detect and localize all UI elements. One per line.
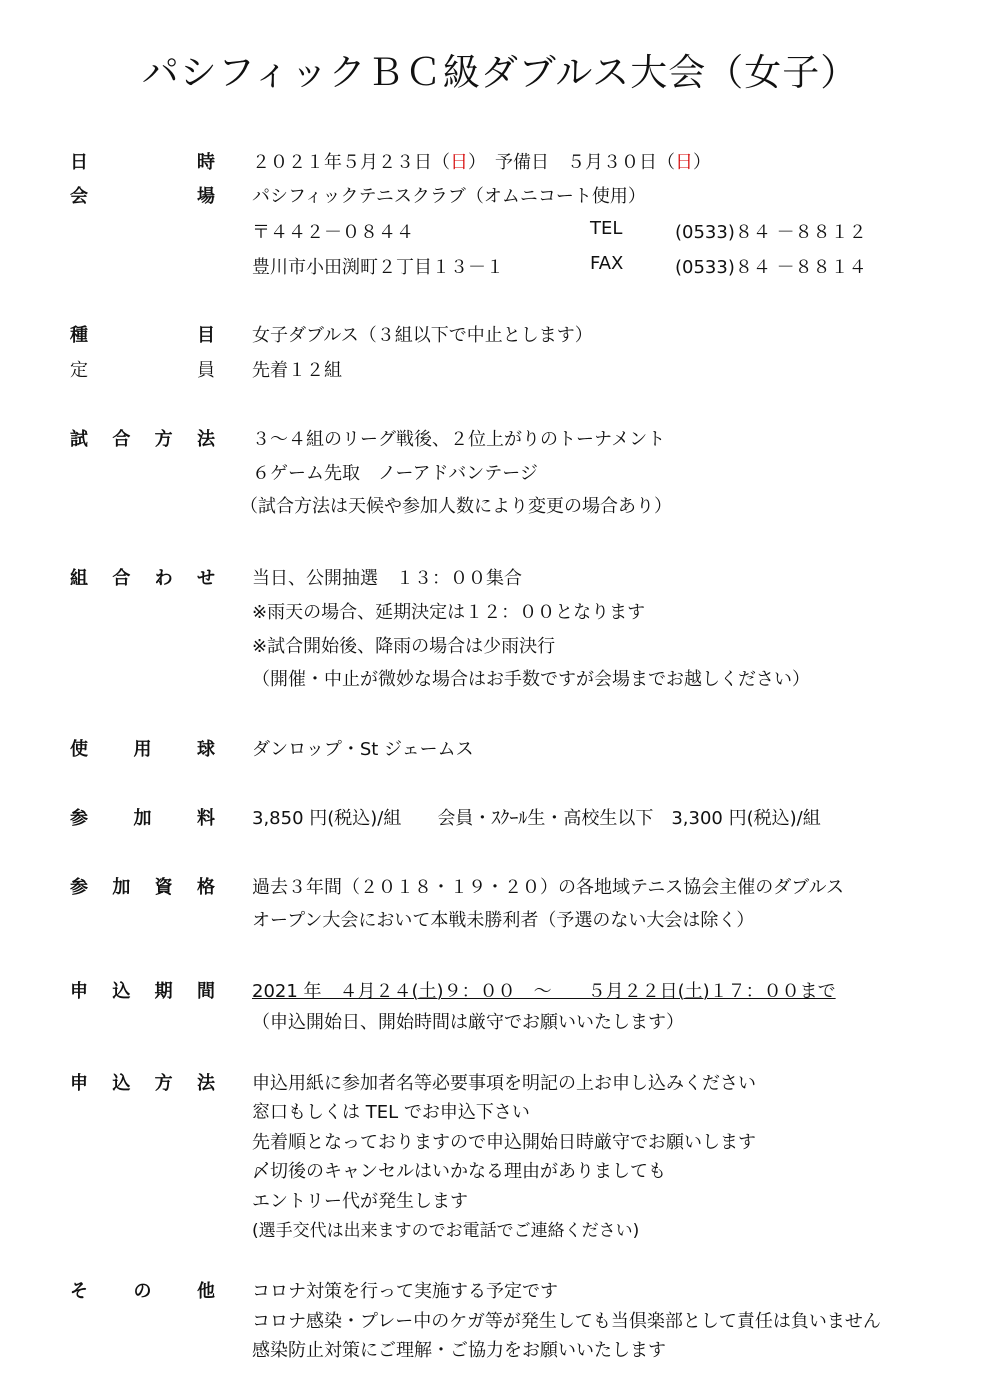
period-range: 2021 年 ４月２４(土)９：００ ～ ５月２２日(土)１７：００まで (252, 981, 836, 1002)
venue-zip: 〒４４２－０８４４ (252, 222, 414, 243)
label-char: 合 (112, 568, 131, 589)
label-char: わ (154, 568, 173, 589)
label-char: 期 (154, 981, 173, 1002)
venue-address: 豊川市小田渕町２丁目１３－１ (252, 257, 504, 278)
label-char: 種 (70, 325, 88, 346)
method-note: (選手交代は出来ますのでお電話でご連絡ください) (252, 1221, 640, 1241)
period-note: （申込開始日、開始時間は厳守でお願いいたします） (252, 1012, 684, 1033)
label-datetime (70, 148, 215, 174)
format-line: ６ゲーム先取 ノーアドバンテージ (252, 463, 538, 484)
label-char: 日 (70, 152, 88, 173)
label-char: 間 (196, 981, 215, 1002)
method-line: 申込用紙に参加者名等必要事項を明記の上お申し込みください (252, 1073, 756, 1094)
other-line: コロナ感染・プレー中のケガ等が発生しても当倶楽部として責任は負いません (252, 1311, 881, 1332)
event-date: ２０２１年５月２３日（ (252, 152, 450, 173)
label-ball (70, 735, 215, 761)
fax-label: FAX (590, 253, 624, 274)
draw-line: ※雨天の場合、延期決定は１２：００となります (252, 602, 646, 623)
draw-line: 当日、公開抽選 １３：００集合 (252, 568, 522, 589)
label-venue (70, 182, 215, 208)
label-char: 申 (70, 1073, 88, 1094)
venue-name: パシフィックテニスクラブ（オムニコート使用） (252, 186, 646, 207)
label-char: 員 (197, 360, 215, 381)
other-line: 感染防止対策にご理解・ご協力をお願いいたします (252, 1340, 666, 1361)
label-char: 法 (196, 1073, 215, 1094)
label-event (70, 321, 215, 347)
label-fee (70, 804, 215, 830)
method-line: 先着順となっておりますので申込開始日時厳守でお願いします (252, 1132, 756, 1153)
other-line: コロナ対策を行って実施する予定です (252, 1281, 558, 1302)
label-char: 方 (154, 1073, 173, 1094)
label-char: 参 (70, 808, 88, 829)
label-char: 用 (133, 739, 152, 760)
label-char: 組 (70, 568, 88, 589)
label-char: 目 (197, 325, 215, 346)
format-line: ３～４組のリーグ戦後、２位上がりのトーナメント (252, 429, 666, 450)
label-method (70, 1069, 215, 1095)
label-char: 方 (154, 429, 173, 450)
label-other (70, 1277, 215, 1303)
eligibility-line: 過去３年間（２０１８・１９・２０）の各地域テニス協会主催のダブルス (252, 877, 845, 898)
label-char: 定 (70, 360, 88, 381)
label-char: 合 (112, 429, 131, 450)
label-char: 使 (70, 739, 88, 760)
label-char: 法 (196, 429, 215, 450)
label-char: 場 (197, 186, 215, 207)
label-char: 申 (70, 981, 88, 1002)
label-char: せ (196, 568, 215, 589)
method-line: エントリー代が発生します (252, 1191, 468, 1212)
label-char: 加 (133, 808, 152, 829)
ball-value: ダンロップ・St ジェームス (252, 739, 474, 760)
label-format (70, 425, 215, 451)
event-day-sunday: 日 (450, 152, 468, 173)
eligibility-line: オープン大会において本戦未勝利者（予選のない大会は除く） (252, 910, 755, 931)
draw-line: ※試合開始後、降雨の場合は少雨決行 (252, 636, 556, 657)
label-char: 球 (197, 739, 215, 760)
label-char: 加 (112, 877, 131, 898)
label-draw (70, 564, 215, 590)
label-char: 格 (196, 877, 215, 898)
draw-note: （開催・中止が微妙な場合はお手数ですが会場までお越しください） (252, 669, 810, 690)
label-char: 他 (197, 1281, 215, 1302)
label-char: 料 (197, 808, 215, 829)
method-line: 〆切後のキャンセルはいかなる理由がありましても (252, 1161, 666, 1182)
format-note: （試合方法は天候や参加人数により変更の場合あり） (240, 496, 672, 517)
fee-value: 3,850 円(税込)/組 会員・ｽｸｰﾙ生・高校生以下 3,300 円(税込)/組 (252, 808, 821, 829)
label-char: 込 (112, 1073, 131, 1094)
tel-label: TEL (590, 218, 623, 239)
tel-number: (0533)８４ －８８１２ (675, 222, 867, 243)
page-title: パシフィックＢＣ級ダブルス大会（女子） (141, 51, 859, 94)
label-char: 時 (197, 152, 215, 173)
label-char: そ (70, 1281, 88, 1302)
datetime-value (252, 148, 711, 174)
label-char: 資 (154, 877, 173, 898)
reserve-date: ） 予備日 ５月３０日（ (468, 152, 675, 173)
fax-number: (0533)８４ －８８１４ (675, 257, 867, 278)
label-period (70, 977, 215, 1003)
capacity-value: 先着１２組 (252, 360, 342, 381)
label-char: の (133, 1281, 152, 1302)
label-char: 会 (70, 186, 88, 207)
reserve-day-sunday: 日 (675, 152, 693, 173)
label-eligibility (70, 873, 215, 899)
label-capacity (70, 356, 215, 382)
event-value: 女子ダブルス（３組以下で中止とします） (252, 325, 593, 346)
reserve-close: ） (693, 152, 711, 173)
label-char: 込 (112, 981, 131, 1002)
method-line: 窓口もしくは TEL でお申込下さい (252, 1102, 530, 1123)
label-char: 試 (70, 429, 88, 450)
label-char: 参 (70, 877, 88, 898)
